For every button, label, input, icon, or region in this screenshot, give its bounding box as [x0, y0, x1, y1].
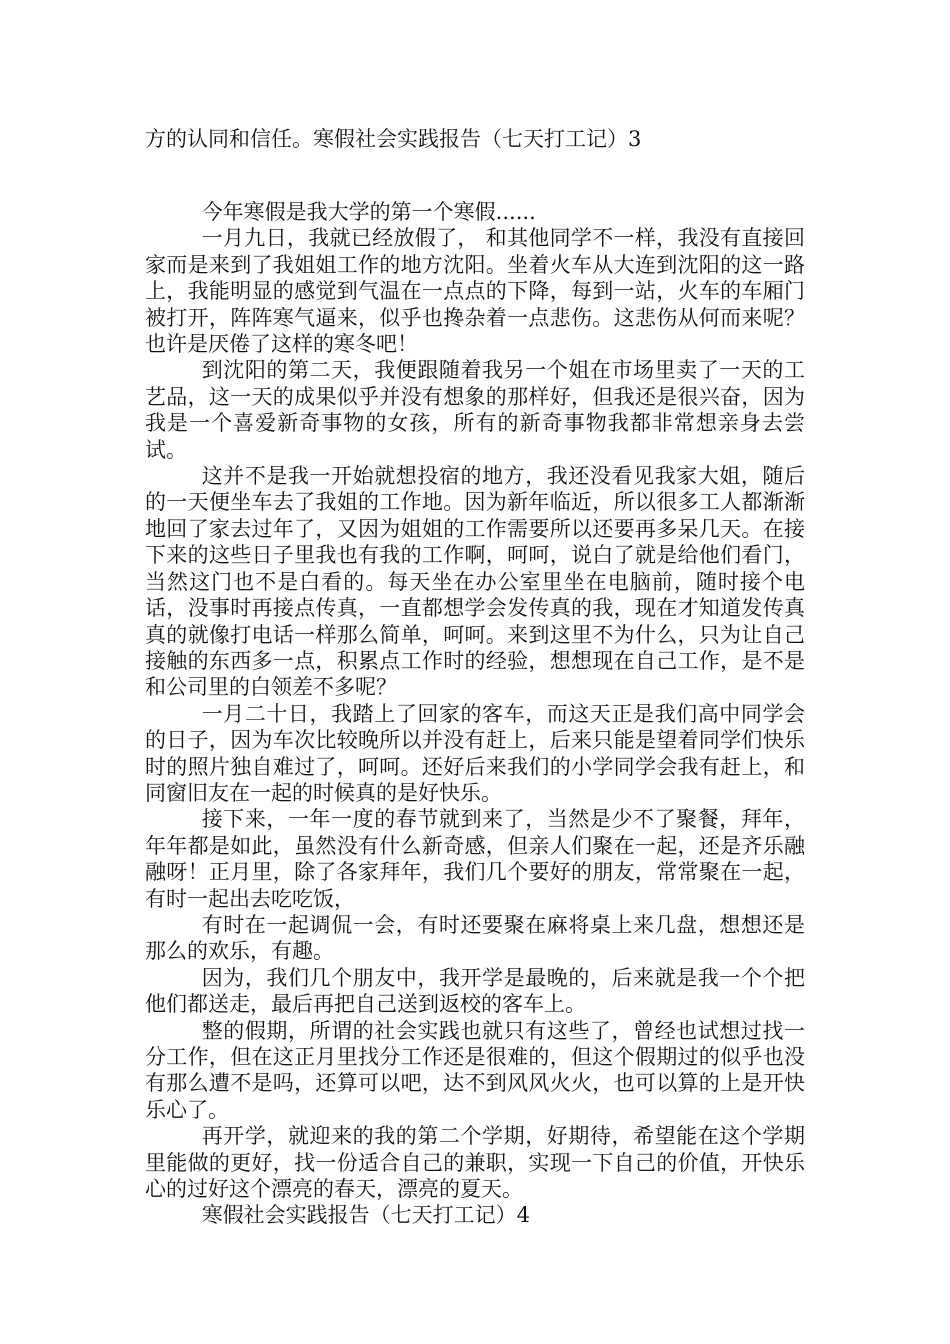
- paragraph-second-day: 到沈阳的第二天，我便跟随着我另一个姐在市场里卖了一天的工艺品，这一天的成果似乎并没有想象的那样好，但我还是很兴奋，因为我是一个喜爱新奇事物的女孩，所有的新奇事物我都非常想亲身去尝试。: [145, 358, 805, 462]
- paragraph-send-off: 因为，我们几个朋友中，我开学是最晚的，后来就是我一个个把他们都送走，最后再把自己送到返校的客车上。: [145, 965, 805, 1017]
- paragraph-new-semester: 再开学，就迎来的我的第二个学期，好期待，希望能在这个学期里能做的更好，找一份适合自己的兼职，实现一下自己的价值，开快乐心的过好这个漂亮的春天，漂亮的夏天。: [145, 1124, 805, 1202]
- paragraph-fun-times: 有时在一起调侃一会，有时还要聚在麻将桌上来几盘，想想还是那么的欢乐，有趣。: [145, 912, 805, 964]
- paragraph-spring-festival: 接下来，一年一度的春节就到来了，当然是少不了聚餐，拜年，年年都是如此，虽然没有什么新奇感，但亲人们聚在一起，还是齐乐融融呀！正月里，除了各家拜年，我们几个要好的朋友，常常聚在一起，有时一起出去吃吃饭，: [145, 807, 805, 911]
- paragraph-jan-twentieth: 一月二十日，我踏上了回家的客车，而这天正是我们高中同学会的日子，因为车次比较晚所以并没有赶上，后来只能是望着同学们快乐时的照片独自难过了，呵呵。还好后来我们的小学同学会我有赶上，和同窗旧友在一起的时候真的是好快乐。: [145, 701, 805, 805]
- paragraph-intro: 今年寒假是我大学的第一个寒假......: [201, 200, 536, 224]
- paragraph-jan-ninth: 一月九日，我就已经放假了， 和其他同学不一样，我没有直接回家而是来到了我姐姐工作的地方沈阳。坐着火车从大连到沈阳的这一路上，我能明显的感觉到气温在一点点的下降，每到一站，火车的车厢门被打开，阵阵寒气逼来，似乎也搀杂着一点悲伤。这悲伤从何而来呢？也许是厌倦了这样的寒冬吧！: [145, 226, 805, 357]
- header-line: 方的认同和信任。寒假社会实践报告（七天打工记）3: [145, 127, 642, 151]
- paragraph-next-title: 寒假社会实践报告（七天打工记）4: [201, 1203, 531, 1228]
- paragraph-summary: 整的假期，所谓的社会实践也就只有这些了，曾经也试想过找一分工作，但在这正月里找分工作还是很难的，但这个假期过的似乎也没有那么遭不是吗，还算可以吧，达不到风风火火，也可以算的上是开快乐心了。: [145, 1018, 805, 1122]
- body-text: [145, 199, 805, 1229]
- paragraph-work-place: 这并不是我一开始就想投宿的地方，我还没看见我家大姐，随后的一天便坐车去了我姐的工作地。因为新年临近，所以很多工人都渐渐地回了家去过年了，又因为姐姐的工作需要所以还要再多呆几天。在接下来的这些日子里我也有我的工作啊，呵呵，说白了就是给他们看门，当然这门也不是白看的。每天坐在办公室里坐在电脑前，随时接个电话，没事时再接点传真，一直都想学会发传真的我，现在才知道发传真真的就像打电话一样那么简单，呵呵。来到这里不为什么，只为让自己接触的东西多一点，积累点工作时的经验，想想现在自己工作，是不是和公司里的白领差不多呢？: [145, 464, 805, 700]
